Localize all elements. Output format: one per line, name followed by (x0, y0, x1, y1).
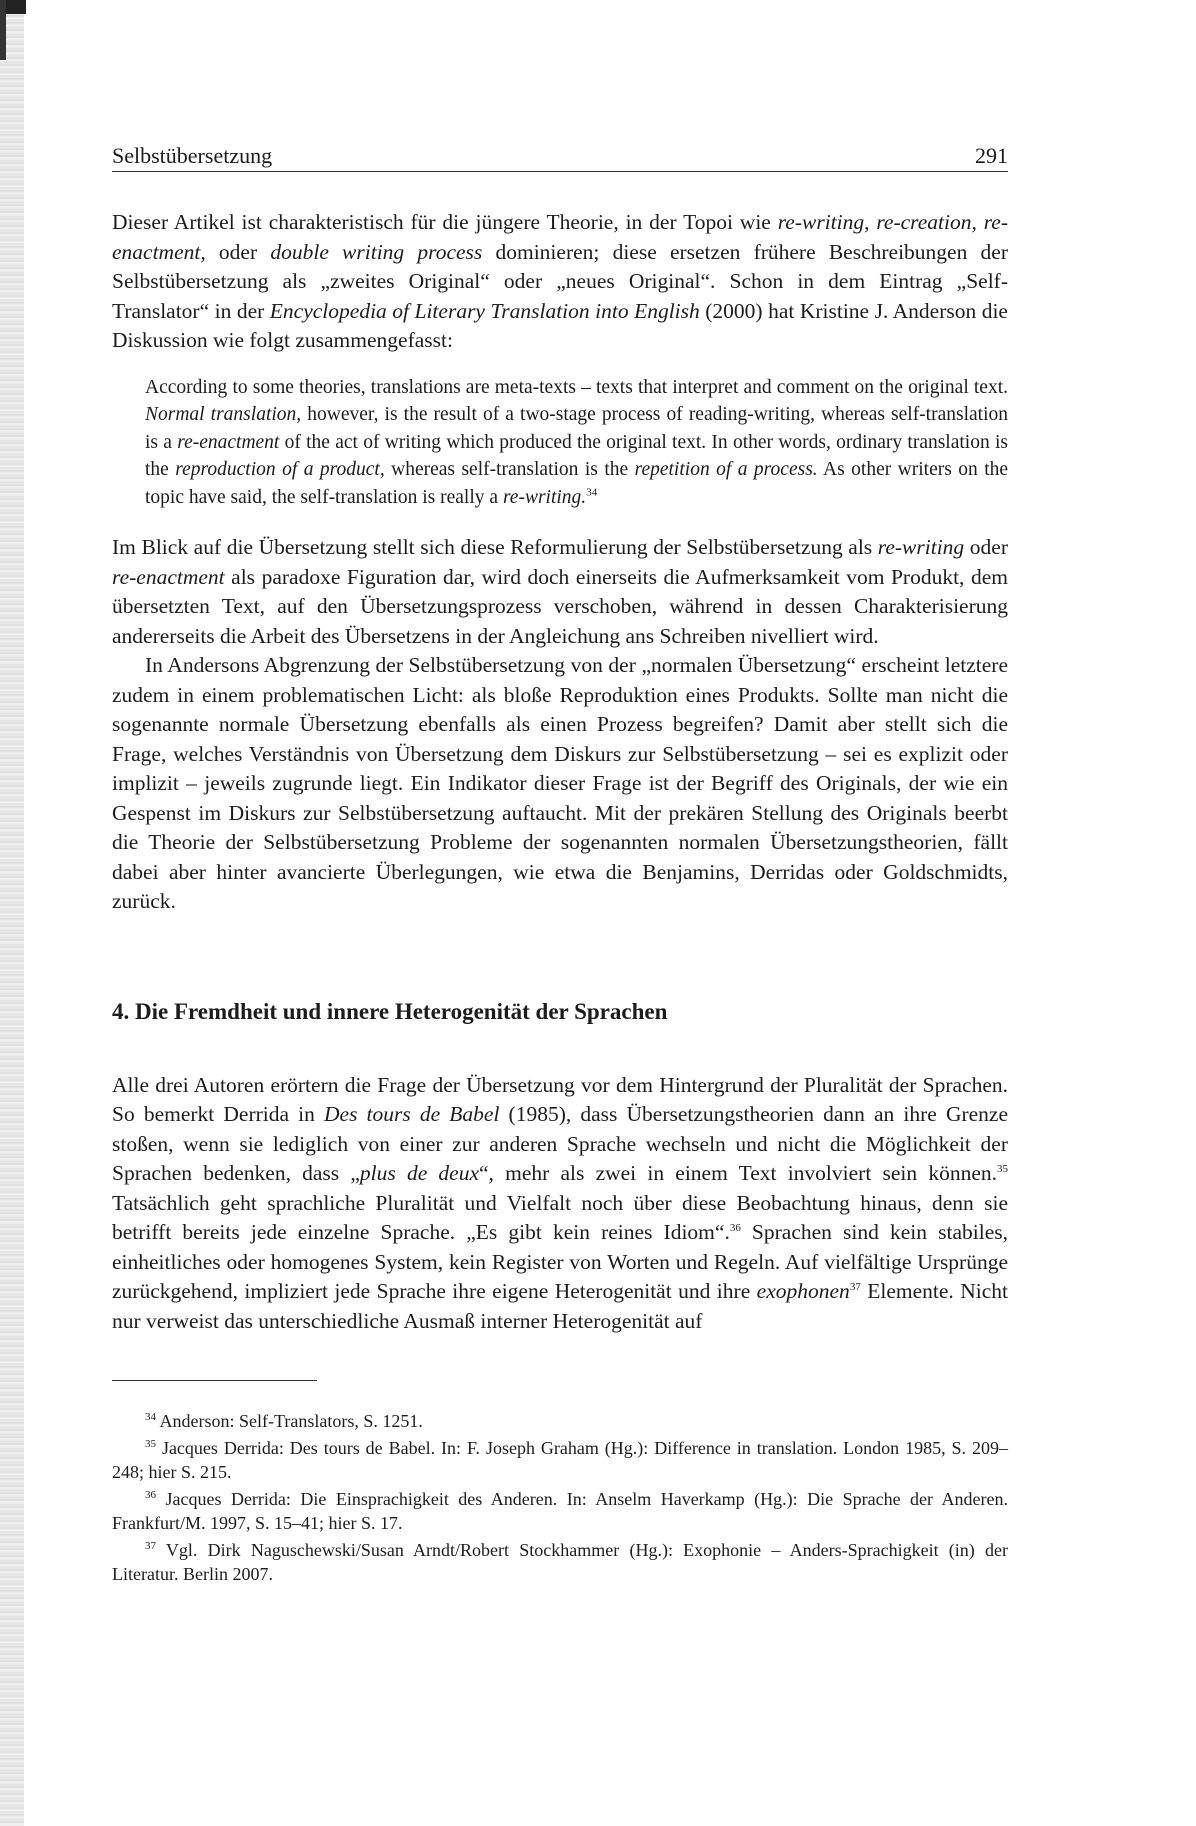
scan-corner-mark-vertical (0, 0, 6, 60)
footnote-number: 37 (145, 1539, 156, 1552)
italic-run: Encyclopedia of Literary Translation into English (269, 298, 700, 323)
paragraph-2 (112, 533, 1008, 651)
text-run: whereas self-translation is the (384, 459, 635, 481)
text-run: Alle drei Autoren erörtern die Frage der Übersetzung vor dem Hintergrund der Pluralität der Sprachen. So bemerkt Derrida in (112, 1072, 1008, 1127)
footnote-35 (112, 1436, 1008, 1485)
text-run: Sprachen sind kein stabiles, einheitliches oder homogenes System, kein Register von Worten und Regeln. Auf vielfältige Ursprünge zurückgehend, impliziert jede Sprache ihre eigene Heterogenität und ihre (112, 1220, 1008, 1304)
italic-run: re-writing. (502, 486, 587, 508)
scan-edge-shadow (0, 0, 24, 1826)
text-run: As other writers on the topic have said, the self-translation is really a (145, 459, 1009, 508)
text-run: dominieren; diese ersetzen frühere Beschreibungen der Selbstübersetzung als „zweites Original“ oder „neues Original“. Schon in dem Eintrag „Self-Translator“ in der (112, 239, 1008, 323)
running-head (112, 143, 1008, 172)
text-run: als paradoxe Figuration dar, wird doch einerseits die Aufmerksamkeit vom Produkt, dem übersetzten Text, auf den Übersetzungsprozess verschoben, während in dessen Charakterisierung andererseits die Arbeit des Übersetzens in der Angleichung ans Schreiben nivelliert wird. (112, 564, 1008, 648)
footnote-34 (112, 1409, 1008, 1434)
italic-run: re-enactment (112, 564, 225, 589)
footnote-ref: 35 (997, 1163, 1008, 1176)
text-run: Tatsächlich geht sprachliche Pluralität und Vielfalt noch über diese Beobachtung hinaus, denn sie betrifft bereits jede einzelne Sprache. „Es gibt kein reines Idiom“. (112, 1190, 1008, 1245)
italic-run: repetition of a process. (634, 459, 818, 481)
text-run: oder (964, 535, 1008, 560)
text-run: (2000) hat Kristine J. Anderson die Diskussion wie folgt zusammengefasst: (112, 298, 1008, 352)
text-run: however, is the result of a two-stage process of reading-writing, whereas self-translation is a (145, 404, 1008, 453)
text-run: Elemente. Nicht nur verweist das unterschiedliche Ausmaß interner Heterogenität auf (112, 1279, 1008, 1333)
italic-run: plus de deux (359, 1161, 480, 1186)
book-page (112, 143, 1008, 1589)
italic-run: reproduction of a product, (175, 459, 385, 481)
text-run: According to some theories, translations are meta-texts – texts that interpret and comment on the original text. (145, 376, 1008, 398)
footnote-37 (112, 1538, 1008, 1587)
footnote-ref: 37 (849, 1281, 861, 1294)
footnote-ref: 36 (729, 1222, 741, 1235)
section-heading: 4. Die Fremdheit und innere Heterogenität der Sprachen (112, 998, 668, 1024)
footnote-number: 34 (145, 1411, 156, 1424)
paragraph-4 (112, 1071, 1008, 1337)
paragraph-3: In Andersons Abgrenzung der Selbstübersetzung von der „normalen Übersetzung“ erscheint letztere zudem in einem problematischen Licht: als bloße Reproduktion eines Produkts. Sollte man nicht die sogenannte normale Übersetzung ebenfalls als einen Prozess begreifen? Damit aber stellt sich die Frage, welches Verständnis von Übersetzung dem Diskurs zur Selbstübersetzung – sei es explizit oder implizit – jeweils zugrunde liegt. Ein Indikator dieser Frage ist der Begriff des Originals, der wie ein Gespenst im Diskurs zur Selbstübersetzung auftaucht. Mit der prekären Stellung des Originals beerbt die Theorie der Selbstübersetzung Probleme der sogenannten normalen Übersetzungstheorien, fällt dabei aber hinter avancierte Überlegungen, wie etwa die Benjamins, Derridas oder Goldschmidts, zurück. (112, 653, 1008, 914)
footnote-number: 36 (145, 1488, 156, 1501)
text-run: oder (205, 239, 271, 264)
text-run: of the act of writing which produced the original text. In other words, ordinary translation is the (145, 431, 1008, 481)
footnote-text: Jacques Derrida: Des tours de Babel. In: F. Joseph Graham (Hg.): Difference in translation. London 1985, S. 209–248; hier S. 215. (112, 1437, 1008, 1483)
text-run: Dieser Artikel ist charakteristisch für die jüngere Theorie, in der Topoi wie (112, 210, 778, 234)
footnote-36 (112, 1487, 1008, 1536)
footnote-text: Vgl. Dirk Naguschewski/Susan Arndt/Robert Stockhammer (Hg.): Exophonie – Anders-Sprachigkeit (in) der Literatur. Berlin 2007. (112, 1539, 1008, 1585)
italic-run: re-writing (877, 535, 965, 560)
italic-run: re-writing, re-creation, re-enactment, (112, 210, 1008, 264)
footnote-number: 35 (145, 1437, 156, 1450)
footnote-separator (112, 1380, 317, 1381)
footnotes (112, 1409, 1008, 1587)
italic-run: re-enactment (177, 431, 280, 453)
text-run: Im Blick auf die Übersetzung stellt sich diese Reformulierung der Selbstübersetzung als (112, 535, 878, 560)
italic-run: exophonen (756, 1279, 850, 1304)
running-head-title: Selbstübersetzung (112, 143, 273, 168)
footnote-ref: 34 (586, 486, 598, 499)
paragraph-1 (112, 208, 1008, 356)
footnote-text: Anderson: Self-Translators, S. 1251. (156, 1411, 423, 1432)
page-number: 291 (975, 143, 1008, 168)
block-quote (145, 374, 1008, 512)
italic-run: Des tours de Babel (324, 1102, 500, 1127)
italic-run: double writing process (270, 239, 483, 264)
text-run: (1985), dass Übersetzungstheorien dann an ihre Grenze stoßen, wenn sie lediglich von einer zur anderen Sprache wechseln und nicht die Möglichkeit der Sprachen bedenken, dass „ (112, 1102, 1009, 1186)
italic-run: Normal translation, (145, 404, 302, 426)
footnote-text: Jacques Derrida: Die Einsprachigkeit des Anderen. In: Anselm Haverkamp (Hg.): Die Sprache der Anderen. Frankfurt/M. 1997, S. 15–41; hier S. 17. (112, 1488, 1008, 1534)
text-run: “, mehr als zwei in einem Text involviert sein können. (479, 1161, 997, 1186)
